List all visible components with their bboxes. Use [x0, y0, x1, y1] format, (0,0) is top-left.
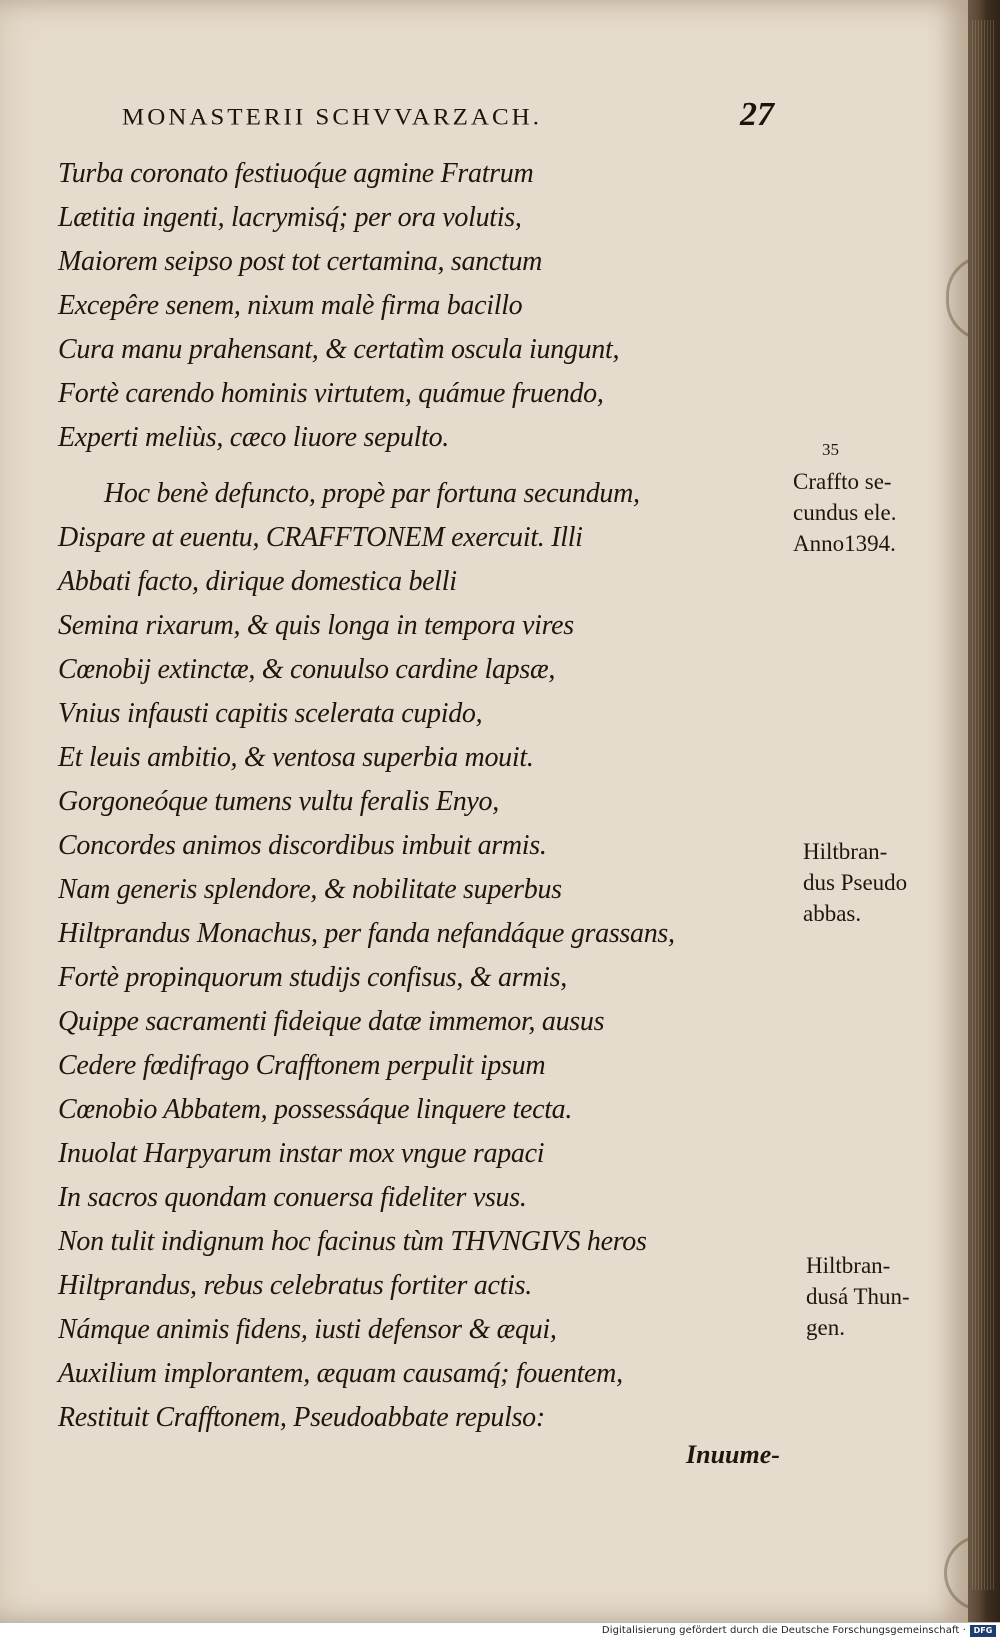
- verse-line: Vnius infausti capitis scelerata cupido,: [58, 698, 483, 729]
- verse-line: Cedere fœdifrago Crafftonem perpulit ipsum: [58, 1050, 546, 1081]
- verse-line: Turba coronato festiuoq́ue agmine Fratrum: [58, 158, 534, 189]
- verse-line: Hiltprandus Monachus, per fanda nefandáque grassans,: [58, 918, 675, 949]
- verse-line: Abbati facto, dirique domestica belli: [58, 566, 457, 597]
- verse-line: Nam generis splendore, & nobilitate superbus: [58, 874, 562, 905]
- verse-line: Semina rixarum, & quis longa in tempora vires: [58, 610, 574, 641]
- verse-line: Auxilium implorantem, æquam causamq́; fouentem,: [58, 1358, 623, 1389]
- margin-note-line: dus Pseudo: [803, 870, 908, 895]
- verse-line: In sacros quondam conuersa fideliter vsus.: [58, 1182, 527, 1213]
- verse-line: Et leuis ambitio, & ventosa superbia mouit.: [58, 742, 534, 773]
- page-number: 27: [740, 96, 774, 133]
- verse-line: Fortè propinquorum studijs confisus, & armis,: [58, 962, 567, 993]
- dfg-logo: DFG: [970, 1625, 996, 1637]
- verse-line: Inuolat Harpyarum instar mox vngue rapaci: [58, 1138, 545, 1169]
- margin-note-thungen: [806, 1250, 910, 1343]
- verse-line: Restituit Crafftonem, Pseudoabbate repulso:: [58, 1402, 545, 1433]
- margin-note-number: 35: [822, 440, 839, 459]
- verse-block-main: [58, 472, 675, 1440]
- page-edges: [972, 20, 994, 1590]
- verse-line: Námque animis fidens, iusti defensor & æqui,: [58, 1314, 557, 1345]
- catchword: Inuume-: [686, 1440, 780, 1469]
- footer-credit: Digitalisierung gefördert durch die Deutsche Forschungsgemeinschaft ·: [601, 1625, 966, 1636]
- footer-bar: [0, 1622, 1000, 1640]
- verse-line: Lætitia ingenti, lacrymisq́; per ora volutis,: [58, 202, 522, 233]
- margin-note-line: dusá Thun-: [806, 1284, 910, 1309]
- verse-line: Hiltprandus, rebus celebratus fortiter actis.: [58, 1270, 532, 1301]
- verse-line: Experti meliùs, cæco liuore sepulto.: [58, 422, 449, 453]
- verse-line: Gorgoneóque tumens vultu feralis Enyo,: [58, 786, 499, 817]
- margin-note-craffto: [793, 466, 896, 559]
- verse-line: Quippe sacramenti fideique datæ immemor, ausus: [58, 1006, 605, 1037]
- verse-line: Non tulit indignum hoc facinus tùm THVNGIVS heros: [58, 1226, 647, 1257]
- margin-note-line: Anno1394.: [793, 531, 896, 556]
- verse-line: Cura manu prahensant, & certatìm oscula iungunt,: [58, 334, 620, 365]
- verse-line: Cœnobij extinctæ, & conuulso cardine lapsæ,: [58, 654, 556, 685]
- verse-line: Cœnobio Abbatem, possessáque linquere tecta.: [58, 1094, 573, 1125]
- margin-note-pseudoabbas: [803, 836, 907, 929]
- margin-note-line: abbas.: [803, 901, 862, 926]
- verse-line: Dispare at euentu, CRAFFTONEM exercuit. Illi: [58, 522, 583, 553]
- verse-line: Maiorem seipso post tot certamina, sanctum: [58, 246, 543, 277]
- show-through: [740, 140, 746, 184]
- running-head: MONASTERII SCHVVARZACH.: [122, 105, 542, 130]
- verse-line: Excepêre senem, nixum malè firma bacillo: [58, 290, 523, 321]
- margin-note-line: cundus ele.: [793, 500, 897, 525]
- margin-note-line: gen.: [806, 1315, 845, 1340]
- verse-line: Concordes animos discordibus imbuit armis.: [58, 830, 547, 861]
- margin-note-line: Hiltbran-: [803, 839, 888, 864]
- verse-block-top: [58, 152, 619, 460]
- margin-note-line: Craffto se-: [793, 469, 892, 494]
- verse-line: Fortè carendo hominis virtutem, quámue fruendo,: [58, 378, 604, 409]
- margin-note-line: Hiltbran-: [806, 1253, 891, 1278]
- verse-line: Hoc benè defuncto, propè par fortuna secundum,: [104, 478, 640, 509]
